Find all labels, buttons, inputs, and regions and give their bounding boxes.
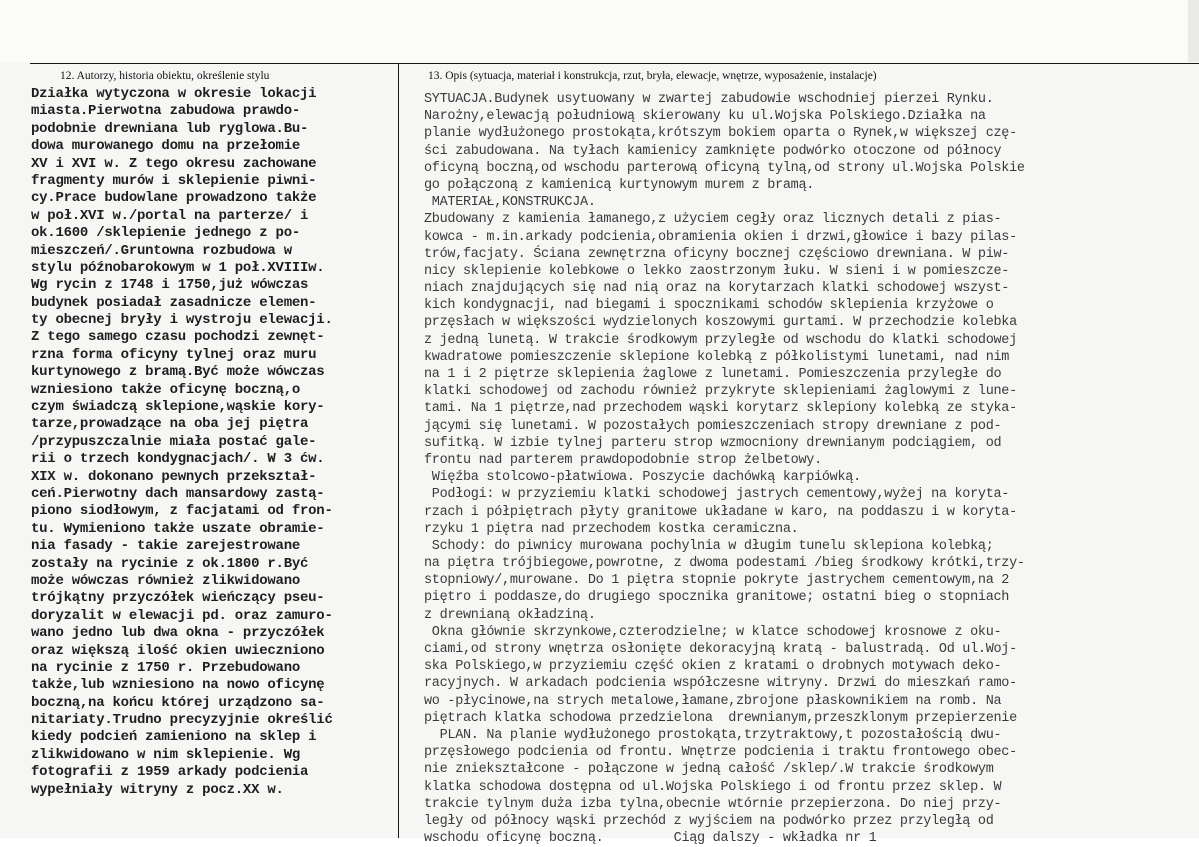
description-line: SYTUACJA.Budynek usytuowany w zwartej zabudowie wschodniej pierzei Rynku. xyxy=(424,92,994,107)
description-line: trakcie tylnym duża izba tylna,obecnie wtórnie przepierzona. Do niej przy- xyxy=(424,796,1002,812)
description-line: nie zniekształcone - połączone w jedną całość /sklep/.W trakcie środkowym xyxy=(424,762,994,778)
description-line: na 1 i 2 piętrze sklepienia żaglowe z lunetami. Pomieszczenia przyległe do xyxy=(424,367,1002,382)
description-line: Narożny,elewacją południową skierowany ku ul.Wojska Polskiego.Działka na xyxy=(424,109,986,125)
history-line: kiedy podcień zamieniono na sklep i xyxy=(31,729,317,746)
description-line: ciami,od strony wnętrza osłonięte dekoracyjną kratą - balustradą. Od ul.Woj- xyxy=(424,642,1017,657)
history-line: fragmenty murów i sklepienie piwni- xyxy=(31,172,317,189)
description-line: kich kondygnacji, nad biegami i spocznikami schodów sklepienia krzyżowe o xyxy=(424,298,994,314)
history-line: także,lub wzniesiono na nowo oficynę xyxy=(31,677,325,694)
history-line: tarze,prowadzące na oba jej piętra xyxy=(31,416,309,433)
header-divider xyxy=(30,63,1199,64)
description-line: frontu nad parterem prawdopodobnie strop żelbetowy. xyxy=(424,452,822,468)
history-line: mieszczeń/.Gruntowna rozbudowa w xyxy=(31,242,292,259)
history-line: dowa murowanego domu na przełomie xyxy=(31,138,300,155)
history-line: wypełniały witryny z pocz.XX w. xyxy=(31,781,284,798)
description-line: jącymi się lunetami. W pozostałych pomieszczeniach stropy drewniane z pod- xyxy=(424,418,1002,434)
description-line: planie wydłużonego prostokąta,krótszym bokiem oparta o Rynek,w większej czę- xyxy=(424,126,1017,142)
description-line: ści zabudowana. Na tyłach kamienicy zamknięte podwórko otoczone od północy xyxy=(424,143,1002,159)
column-divider xyxy=(398,64,399,838)
history-line: fotografii z 1959 arkady podcienia xyxy=(31,764,309,781)
description-line: na piętra trójbiegowe,powrotne, z dwoma podestami /bieg środkowy krótki,trzy- xyxy=(424,556,1025,572)
history-line: tu. Wymieniono także uszate obramie- xyxy=(31,520,325,537)
card-corner-edge xyxy=(1188,0,1199,62)
description-line: Podłogi: w przyziemiu klatki schodowej jastrych cementowy,wyżej na koryta- xyxy=(424,487,1010,503)
history-line: XIX w. dokonano pewnych przekształ- xyxy=(31,468,317,485)
history-line: rii o trzech kondygnacjach/. W 3 ćw. xyxy=(31,451,325,468)
history-line: doryzalit w elewacji pd. oraz zamuro- xyxy=(31,607,333,624)
description-line: piętrach klatka schodowa przedzielona drewnianym,przeszklonym przepierzenie xyxy=(424,710,1017,726)
description-line: z jedną lunetą. W trakcie środkowym przyległe od wschodu do klatki schodowej xyxy=(424,332,1017,348)
description-line: z drewnianą okładziną. xyxy=(424,607,596,623)
description-line: kwadratowe pomieszczenie sklepione kolebką z półkolistymi lunetami, nad nim xyxy=(424,349,1010,365)
history-line: kurtynowego z bramą.Być może wówczas xyxy=(31,364,325,381)
history-line: czym świadczą sklepione,wąskie kory- xyxy=(31,399,325,416)
description-line: Więźba stolcowo-płatwiowa. Poszycie dachówką karpiówką. xyxy=(424,470,861,486)
history-line: /przypuszczalnie miała postać gale- xyxy=(31,433,317,450)
description-line: wo -płycinowe,na strych metalowe,łamane,zbrojone płaskownikiem na romb. Na xyxy=(424,693,1002,709)
history-line: boczną,na końcu której urządzono sa- xyxy=(31,694,325,711)
history-line: stylu późnobarokowym w 1 poł.XVIIIw. xyxy=(31,259,325,276)
history-line: nitariaty.Trudno precyzyjnie określić xyxy=(31,712,333,729)
description-line: niach znajdujących się nad nią oraz na korytarzach klatki schodowej wszyst- xyxy=(424,281,1010,297)
history-line: ceń.Pierwotny dach mansardowy zastą- xyxy=(31,485,325,502)
description-line: Okna głównie skrzynkowe,czterodzielne; w klatce schodowej krosnowe z oku- xyxy=(424,624,1002,640)
history-line: Wg rycin z 1748 i 1750,już wówczas xyxy=(31,277,309,294)
description-line: racyjnych. W arkadach podcienia współczesne witryny. Drzwi do mieszkań ramo- xyxy=(424,676,1017,692)
description-line: tami. Na 1 piętrze,nad przechodem wąski korytarz sklepiony kolebką ze styka- xyxy=(424,401,1017,417)
description-line: legły od północy wąski przechód z wyjściem na podwórko przez przyległą od xyxy=(424,813,994,829)
history-line: trójkątny przyczółek wieńczący pseu- xyxy=(31,590,325,607)
history-line: Z tego samego czasu pochodzi zewnęt- xyxy=(31,329,325,346)
history-line: w poł.XVI w./portal na parterze/ i xyxy=(31,207,309,224)
history-line: piono siodłowym, z facjatami od fron- xyxy=(31,503,333,520)
description-line: rzach i półpiętrach płyty granitowe układane w karo, na poddaszu i w koryta- xyxy=(424,504,1017,520)
description-line: przęsłowego podcienia od frontu. Wnętrze podcienia i traktu frontowego obec- xyxy=(424,745,1017,761)
description-line: go połączoną z kamienicą kurtynowym murem z bramą. xyxy=(424,177,815,193)
description-line: stopniowy/,murowane. Do 1 piętra stopnie pokryte jastrychem cementowym,na 2 xyxy=(424,573,1010,589)
history-line: wzniesiono także oficynę boczną,o xyxy=(31,381,300,398)
history-line: zostały na rycinie z ok.1800 r.Być xyxy=(31,555,309,572)
history-text-block xyxy=(31,86,333,799)
description-line: nicy sklepienie kolebkowe o lekko zaostrzonym łuku. W sieni i w pomieszcze- xyxy=(424,263,1010,279)
history-line: zlikwidowano w nim sklepienie. Wg xyxy=(31,746,300,763)
history-line: podobnie drewniana lub ryglowa.Bu- xyxy=(31,120,309,137)
history-line: ok.1600 /sklepienie jednego z po- xyxy=(31,225,300,242)
history-line: rzna forma oficyny tylnej oraz muru xyxy=(31,346,317,363)
description-line: Schody: do piwnicy murowana pochylnia w długim tunelu sklepiona kolebką; xyxy=(424,538,994,554)
section-12-header: 12. Autorzy, historia obiektu, określenie stylu xyxy=(60,70,270,82)
description-line: klatki schodowej od zachodu również przykryte sklepieniami żaglowymi z lune- xyxy=(424,384,1017,400)
description-text-block xyxy=(424,91,1025,847)
history-line: oraz większą ilość okien uwieczniono xyxy=(31,642,325,659)
history-line: XV i XVI w. Z tego okresu zachowane xyxy=(31,155,317,172)
history-line: cy.Prace budowlane prowadzono także xyxy=(31,190,317,207)
description-line: Zbudowany z kamienia łamanego,z użyciem cegły oraz licznych detali z pias- xyxy=(424,212,1002,228)
description-line: klatka schodowa dostępna od ul.Wojska Polskiego i od frontu przez sklep. W xyxy=(424,779,1002,795)
history-line: może wówczas również zlikwidowano xyxy=(31,572,300,589)
history-line: ty obecnej bryły i wystroju elewacji. xyxy=(31,312,333,329)
description-line: sufitką. W izbie tylnej parteru strop wzmocniony drewnianym podciągiem, od xyxy=(424,435,1002,451)
card-top-margin xyxy=(0,0,1199,62)
history-line: na rycinie z 1750 r. Przebudowano xyxy=(31,659,300,676)
description-line: piętro i poddasze,do drugiego spocznika granitowe; ostatni bieg o stopniach xyxy=(424,590,1010,606)
description-line: MATERIAŁ,KONSTRUKCJA. xyxy=(424,195,596,211)
description-line: wschodu oficynę boczną. Ciąg dalszy - wkładka nr 1 xyxy=(424,831,877,847)
description-line: rzyku 1 piętra nad przechodem kostka ceramiczna. xyxy=(424,521,799,537)
description-line: trów,facjaty. Ściana zewnętrzna oficyny bocznej częściowo drewniana. W piw- xyxy=(424,246,1010,262)
history-line: budynek posiadał zasadnicze elemen- xyxy=(31,294,317,311)
description-line: kowca - m.in.arkady podcienia,obramienia okien i drzwi,głowice i bazy pilas- xyxy=(424,229,1017,245)
section-13-header: 13. Opis (sytuacja, materiał i konstrukcja, rzut, bryła, elewacje, wnętrze, wyposażenie, instalacje) xyxy=(428,70,877,82)
history-line: nia fasady - takie zarejestrowane xyxy=(31,538,300,555)
description-line: przęsłach w większości wydzielonych koszowymi gurtami. W przechodzie kolebka xyxy=(424,315,1017,331)
description-line: PLAN. Na planie wydłużonego prostokąta,trzytraktowy,t pozostałością dwu- xyxy=(424,727,1002,743)
history-line: wano jedno lub dwa okna - przyczółek xyxy=(31,625,325,642)
history-line: Działka wytyczona w okresie lokacji xyxy=(31,86,317,102)
history-line: miasta.Pierwotna zabudowa prawdo- xyxy=(31,103,300,120)
description-line: ska Polskiego,w przyziemiu część okien z kratami o drobnych motywach deko- xyxy=(424,659,1002,675)
description-line: oficyną boczną,od wschodu parterową oficyną tylną,od strony ul.Wojska Polskie xyxy=(424,160,1025,176)
